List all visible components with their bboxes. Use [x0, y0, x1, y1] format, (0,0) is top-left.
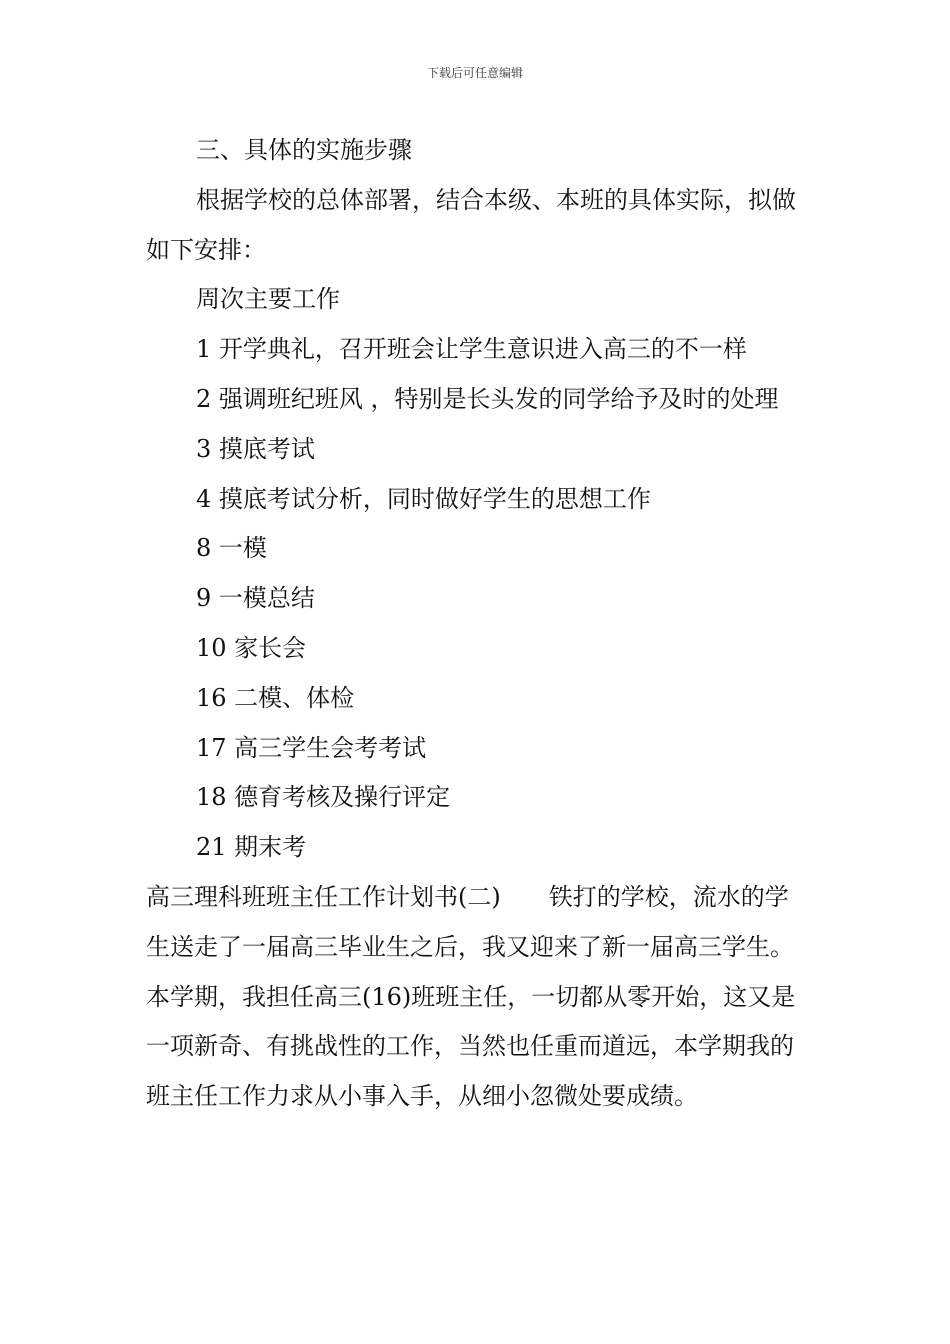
- schedule-item: 17 高三学生会考考试: [196, 733, 427, 762]
- schedule-item: 2 强调班纪班风 ，特别是长头发的同学给予及时的处理: [196, 384, 779, 413]
- schedule-item: 10 家长会: [196, 633, 307, 662]
- schedule-item: 16 二模、体检: [196, 683, 355, 712]
- section-heading: 三、具体的实施步骤: [196, 136, 412, 164]
- intro-paragraph: 根据学校的总体部署，结合本级、本班的具体实际，拟做如下安排：: [146, 185, 796, 264]
- schedule-item: 4 摸底考试分析，同时做好学生的思想工作: [196, 484, 651, 513]
- schedule-item: 1 开学典礼，召开班会让学生意识进入高三的不一样: [196, 335, 747, 364]
- schedule-item: 9 一模总结: [196, 584, 315, 613]
- schedule-item: 3 摸底考试: [196, 434, 315, 463]
- second-plan-paragraph: 高三理科班班主任工作计划书(二) 铁打的学校，流水的学生送走了一届高三毕业生之后，我又迎来了新一届高三学生。本学期，我担任高三(16)班班主任，一切都从零开始，这又是一项新奇、有挑战性的工作，当然也任重而道远，本学期我的班主任工作力求从小事入手，从细小忽微处要成绩。: [146, 882, 796, 1111]
- page-header-watermark: 下载后可任意编辑: [426, 66, 523, 80]
- schedule-item: 8 一模: [196, 534, 267, 563]
- document-body: [146, 126, 811, 1122]
- schedule-item: 21 期末考: [196, 833, 307, 862]
- schedule-item: 18 德育考核及操行评定: [196, 783, 451, 812]
- schedule-title: 周次主要工作: [196, 285, 340, 314]
